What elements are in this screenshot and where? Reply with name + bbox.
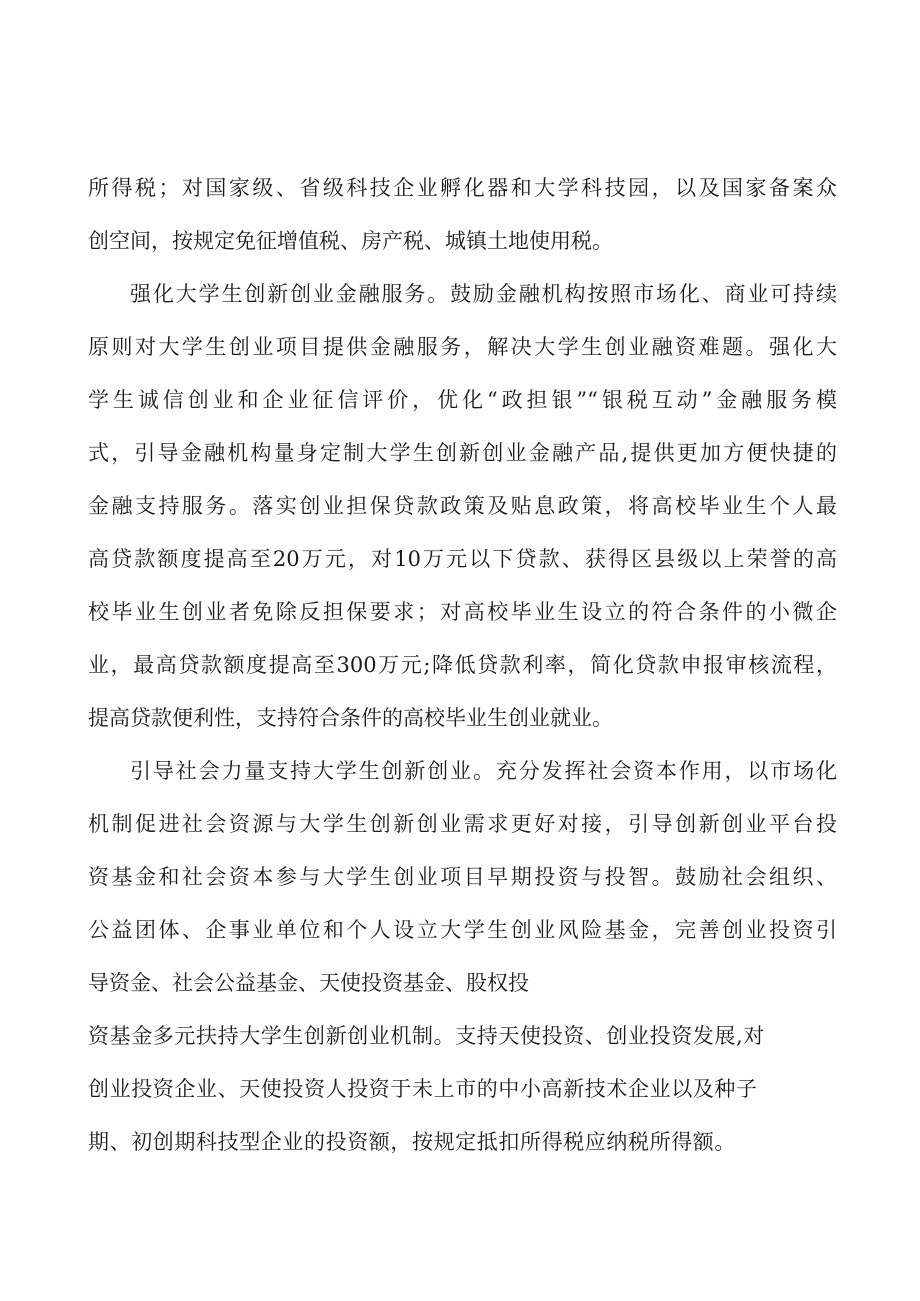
text-line-4: 原则对大学生创业项目提供金融服务，解决大学生创业融资难题。强化大 — [88, 335, 837, 359]
text-line-5: 学生诚信创业和企业征信评价，优化“政担银”“银税互动”金融服务模 — [88, 388, 837, 412]
text-line-1: 所得税；对国家级、省级科技企业孵化器和大学科技园，以及国家备案众 — [88, 176, 837, 200]
paragraph-finance-line-1: 强化大学生创新创业金融服务。鼓励金融机构按照市场化、商业可持续 — [130, 282, 837, 306]
text-line-16: 导资金、社会公益基金、天使投资基金、股权投 — [88, 971, 529, 995]
text-line-2: 创空间，按规定免征增值税、房产税、城镇土地使用税。 — [88, 229, 613, 253]
text-line-7: 金融支持服务。落实创业担保贷款政策及贴息政策，将高校毕业生个人最 — [88, 494, 837, 518]
text-line-10: 业，最高贷款额度提高至300万元;降低贷款利率，简化贷款申报审核流程， — [88, 653, 837, 677]
text-line-11: 提高贷款便利性，支持符合条件的高校毕业生创业就业。 — [88, 706, 613, 730]
text-line-14: 资基金和社会资本参与大学生创业项目早期投资与投智。鼓励社会组织、 — [88, 865, 837, 889]
text-line-9: 校毕业生创业者免除反担保要求；对高校毕业生设立的符合条件的小微企 — [88, 600, 837, 624]
text-line-18: 创业投资企业、天使投资人投资于未上市的中小高新技术企业以及种子 — [88, 1077, 758, 1101]
text-line-17: 资基金多元扶持大学生创新创业机制。支持天使投资、创业投资发展,对 — [88, 1024, 765, 1048]
text-line-8: 高贷款额度提高至20万元，对10万元以下贷款、获得区县级以上荣誉的高 — [88, 547, 837, 571]
text-line-13: 机制促进社会资源与大学生创新创业需求更好对接，引导创新创业平台投 — [88, 812, 837, 836]
text-line-6: 式，引导金融机构量身定制大学生创新创业金融产品,提供更加方便快捷的 — [88, 441, 837, 465]
text-line-15: 公益团体、企事业单位和个人设立大学生创业风险基金，完善创业投资引 — [88, 918, 837, 942]
text-line-19: 期、初创期科技型企业的投资额，按规定抵扣所得税应纳税所得额。 — [88, 1130, 736, 1154]
paragraph-social-line-1: 引导社会力量支持大学生创新创业。充分发挥社会资本作用，以市场化 — [130, 759, 837, 783]
